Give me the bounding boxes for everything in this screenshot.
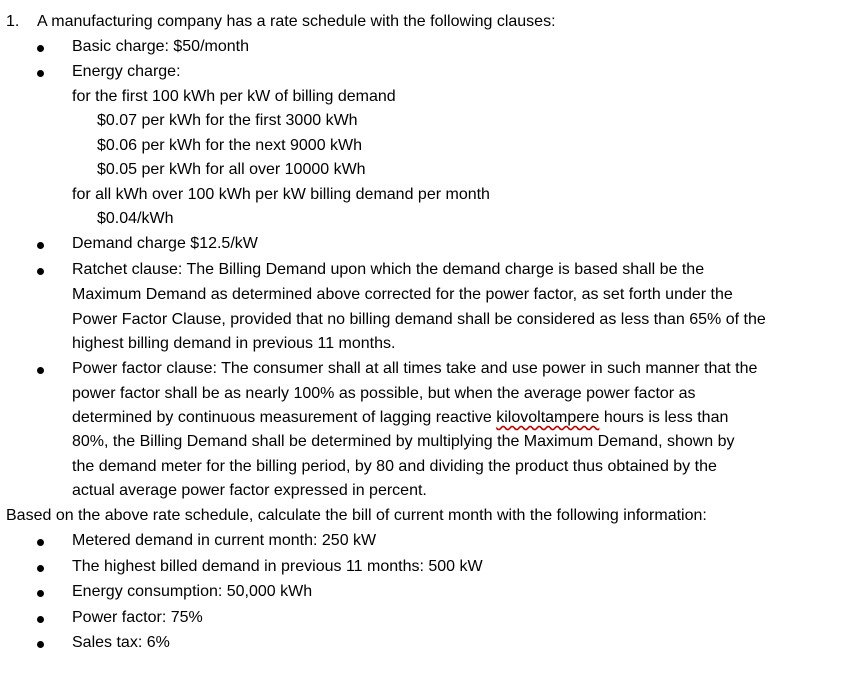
clause-ratchet-line: Power Factor Clause, provided that no billing demand shall be considered as less than 65% of the: [72, 311, 766, 328]
bullet-icon: [37, 367, 44, 374]
clause-energy-title: Energy charge:: [72, 63, 181, 80]
clause-ratchet-line: Maximum Demand as determined above corrected for the power factor, as set forth under the: [72, 286, 733, 303]
bullet-icon: [37, 590, 44, 597]
clause-ratchet-line: highest billing demand in previous 11 months.: [72, 335, 396, 352]
clause-power-factor-line: [72, 408, 728, 430]
bullet-icon: [37, 616, 44, 623]
clause-demand-charge: Demand charge $12.5/kW: [72, 235, 258, 252]
clause-power-factor-line: power factor shall be as nearly 100% as possible, but when the average power factor as: [72, 385, 696, 402]
task-statement: Based on the above rate schedule, calculate the bill of current month with the following information:: [6, 507, 707, 524]
bullet-icon: [37, 565, 44, 572]
bullet-icon: [37, 268, 44, 275]
pf-line3-post: hours is less than: [599, 409, 729, 426]
energy-tier1-rate: $0.07 per kWh for the first 3000 kWh: [97, 112, 358, 129]
pf-line3-pre: determined by continuous measurement of lagging reactive: [72, 409, 497, 426]
bullet-icon: [37, 70, 44, 77]
bullet-icon: [37, 242, 44, 249]
question-intro: A manufacturing company has a rate schedule with the following clauses:: [37, 13, 556, 30]
energy-tier2-header: for all kWh over 100 kWh per kW billing demand per month: [72, 186, 490, 203]
energy-tier2-rate: $0.04/kWh: [97, 210, 174, 227]
clause-power-factor-line: the demand meter for the billing period, by 80 and dividing the product thus obtained by the: [72, 458, 717, 475]
given-item: Sales tax: 6%: [72, 634, 170, 651]
question-number: 1.: [6, 13, 20, 30]
given-item: Energy consumption: 50,000 kWh: [72, 583, 313, 600]
bullet-icon: [37, 539, 44, 546]
bullet-icon: [37, 641, 44, 648]
energy-tier1-rate: $0.06 per kWh for the next 9000 kWh: [97, 137, 363, 154]
clause-basic-charge: Basic charge: $50/month: [72, 38, 249, 55]
given-item: Power factor: 75%: [72, 609, 203, 626]
energy-tier1-header: for the first 100 kWh per kW of billing demand: [72, 88, 396, 105]
given-item: Metered demand in current month: 250 kW: [72, 532, 377, 549]
misspelled-word: kilovoltampere: [496, 409, 600, 426]
given-item: The highest billed demand in previous 11 months: 500 kW: [72, 558, 483, 575]
bullet-icon: [37, 45, 44, 52]
clause-ratchet-line: Ratchet clause: The Billing Demand upon which the demand charge is based shall be the: [72, 261, 705, 278]
energy-tier1-rate: $0.05 per kWh for all over 10000 kWh: [97, 161, 366, 178]
clause-power-factor-line: actual average power factor expressed in percent.: [72, 482, 427, 499]
clause-power-factor-line: 80%, the Billing Demand shall be determined by multiplying the Maximum Demand, shown by: [72, 433, 735, 450]
clause-power-factor-line: Power factor clause: The consumer shall at all times take and use power in such manner that the: [72, 360, 758, 377]
